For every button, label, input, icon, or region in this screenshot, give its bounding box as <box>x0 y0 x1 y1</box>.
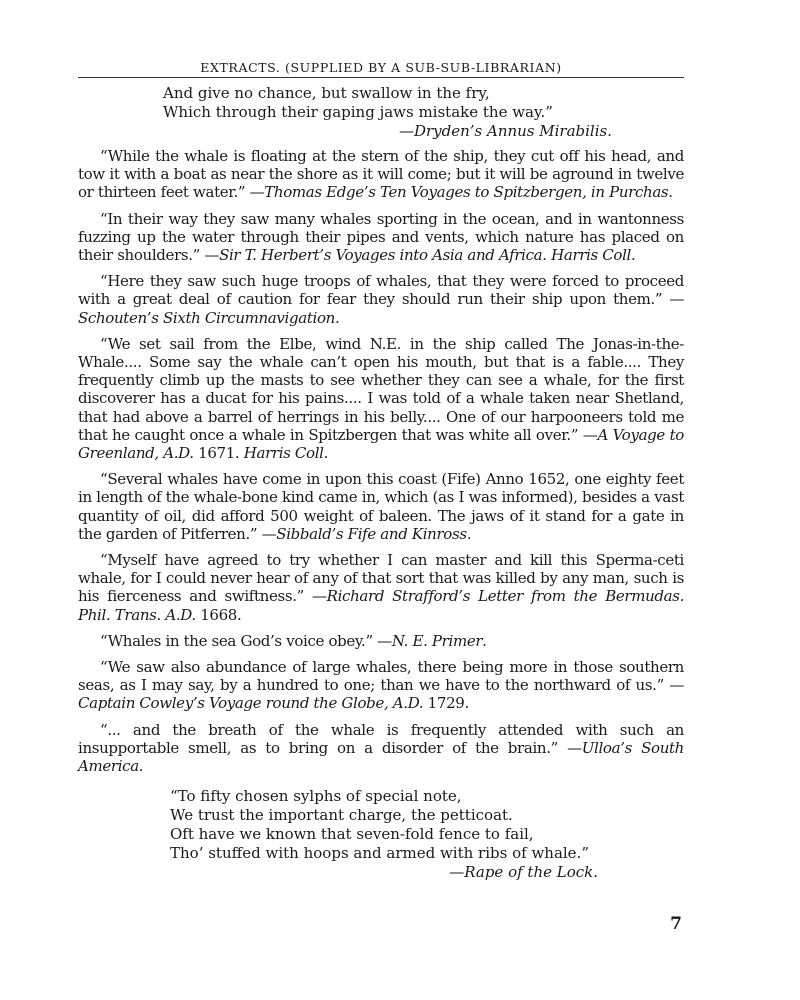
closing-verse <box>170 787 684 882</box>
verse-line: We trust the important charge, the petticoat. <box>170 806 513 825</box>
extract-paragraph <box>78 335 684 462</box>
extract-tail: . <box>466 524 472 543</box>
extract-paragraph <box>78 551 684 624</box>
extract-tail: . <box>631 246 636 265</box>
extract-paragraph <box>78 658 684 713</box>
extract-tail: . <box>482 631 487 650</box>
verse-attribution: —Dryden’s Annus Mirabilis. <box>398 122 612 140</box>
verse-line: Oft have we known that seven-fold fence to fail, <box>170 825 534 844</box>
extract-source: Richard Strafford’s Letter from the Bermudas. Phil. Trans. A.D. <box>78 587 685 624</box>
extract-tail: 1671. <box>193 444 244 463</box>
extract-source: Sir T. Herbert’s Voyages into Asia and Africa. Harris Coll <box>219 246 631 265</box>
extract-text: “Here they saw such huge troops of whales, that they were forced to proceed with a great deal of caution for fear they should run their ship upon them.” — <box>78 272 684 309</box>
extract-tail: 1668. <box>195 605 242 624</box>
extract-paragraph <box>78 147 684 202</box>
page-content <box>78 60 684 882</box>
extract-paragraph <box>78 632 684 650</box>
extract-tail: 1729. <box>423 694 469 713</box>
extract-source-2: Harris Coll <box>243 444 324 463</box>
extract-paragraph <box>78 721 684 776</box>
opening-verse <box>163 84 684 141</box>
running-header: EXTRACTS. (SUPPLIED BY A SUB-SUB-LIBRARIAN) <box>78 60 684 78</box>
verse-line: Which through their gaping jaws mistake the way.” <box>163 103 553 121</box>
extract-tail: . <box>138 757 144 776</box>
verse-attribution: —Rape of the Lock. <box>449 863 598 882</box>
extract-text: “... and the breath of the whale is frequently attended with such an insupportable smell, as to bring on a disorder of the brain.” — <box>78 720 684 757</box>
extract-source: Thomas Edge’s Ten Voyages to Spitzbergen, in Purchas <box>264 183 669 202</box>
extract-text: “Whales in the sea God’s voice obey.” — <box>100 631 392 650</box>
verse-line: “To fifty chosen sylphs of special note, <box>170 787 462 806</box>
extract-source: N. E. Primer <box>391 631 483 650</box>
extract-text: “Several whales have come in upon this coast (Fife) Anno 1652, one eighty feet in length of the whale-bone kind came in, which (as I was informed), besides a vast quantity of oil, did afford 500 weight of baleen. The jaws of it stand for a gate in the garden of Pitferren.” — <box>78 470 684 543</box>
extract-source: Sibbald’s Fife and Kinross <box>276 524 467 543</box>
verse-line: And give no chance, but swallow in the fry, <box>163 84 490 102</box>
extract-tail: . <box>668 183 673 202</box>
extract-source: Captain Cowley’s Voyage round the Globe, A.D. <box>78 694 424 713</box>
extract-paragraph <box>78 272 684 327</box>
extract-text: “We saw also abundance of large whales, there being more in those southern seas, as I may say, by a hundred to one; than we have to the northward of us.” — <box>78 658 684 695</box>
extract-tail-2: . <box>323 444 329 463</box>
extract-paragraph <box>78 210 684 265</box>
verse-line: Tho’ stuffed with hoops and armed with ribs of whale.” <box>170 844 589 863</box>
extract-source: Ulloa’s South America <box>78 738 684 776</box>
extract-tail: . <box>334 308 340 327</box>
extract-source: Schouten’s Sixth Circumnavigation <box>78 308 335 327</box>
extract-text: “We set sail from the Elbe, wind N.E. in the ship called The Jonas-in-the-Whale.... Some say the whale can’t open his mouth, but that is a fable.... They frequently climb up the masts to see whether they can see a whale, for the first discoverer has a ducat for his pains.... I was told of a whale taken near Shetland, that had above a barrel of herrings in his belly.... One of our harpooneers told me that he caught once a whale in Spitzbergen that was white all over.” — <box>78 334 684 444</box>
extract-text: “While the whale is floating at the stern of the ship, they cut off his head, and tow it with a boat as near the shore as it will come; but it will be aground in twelve or thirteen feet water.” — <box>78 147 684 202</box>
extract-source: A Voyage to Greenland, A.D. <box>78 425 684 463</box>
extract-text: “In their way they saw many whales sporting in the ocean, and in wantonness fuzzing up the water through their pipes and vents, which nature has placed on their shoulders.” — <box>78 209 684 265</box>
page-number: 7 <box>670 914 682 934</box>
extract-paragraph <box>78 470 684 543</box>
extract-text: “Myself have agreed to try whether I can master and kill this Sperma-ceti whale, for I could never hear of any of that sort that was killed by any man, such is his fierceness and swiftness.” — <box>78 551 684 606</box>
